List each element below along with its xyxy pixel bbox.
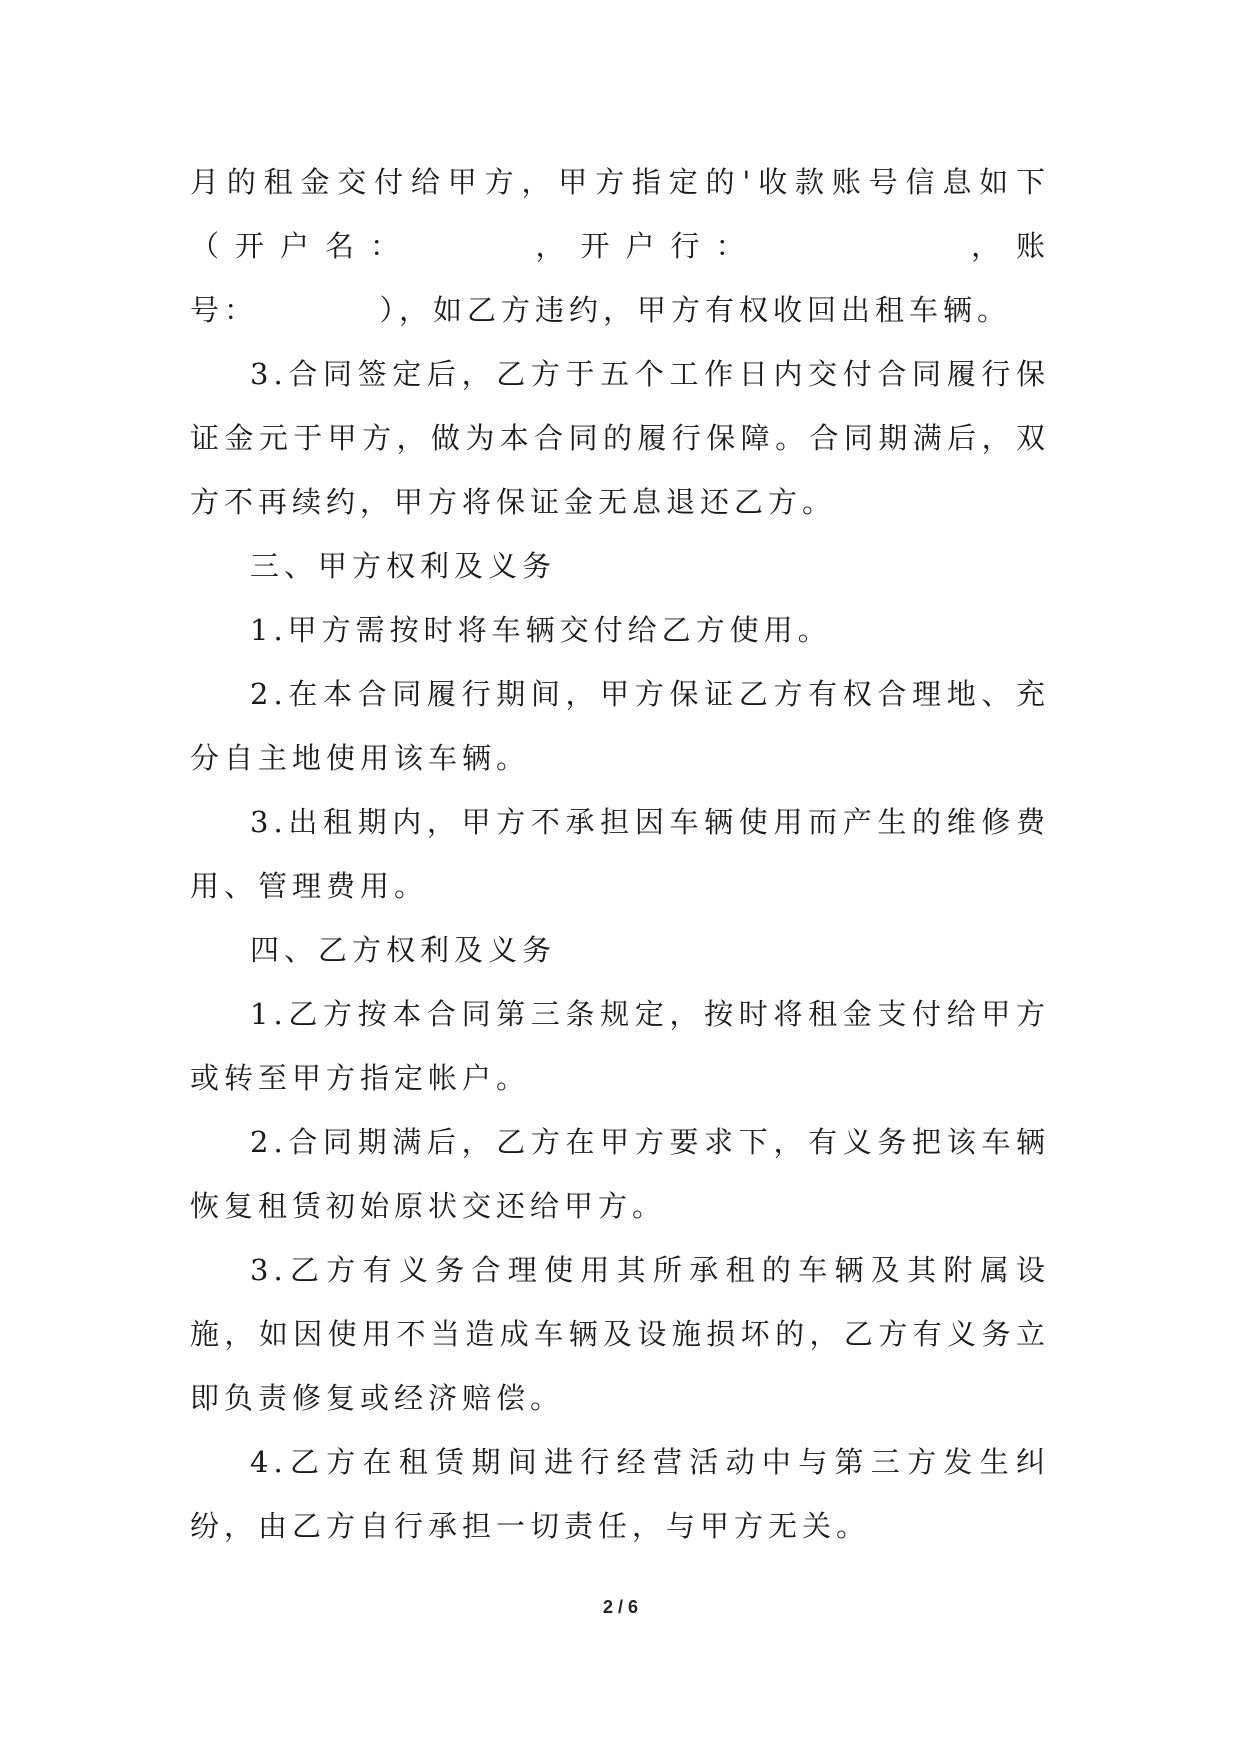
section-heading-party-b: 四、乙方权利及义务 bbox=[250, 933, 557, 967]
section-heading-party-a: 三、甲方权利及义务 bbox=[250, 549, 557, 583]
paragraph-party-b-item-4: 4.乙方在租赁期间进行经营活动中与第三方发生纠纷，由乙方自行承担一切责任，与甲方无关。 bbox=[190, 1445, 1050, 1543]
paragraph-party-b-item-3: 3.乙方有义务合理使用其所承租的车辆及其附属设施，如因使用不当造成车辆及设施损坏的，乙方有义务立即负责修复或经济赔偿。 bbox=[190, 1253, 1050, 1415]
document-body bbox=[190, 150, 1050, 1558]
page-number: 2 / 6 bbox=[602, 1597, 639, 1617]
paragraph-party-b-item-2: 2.合同期满后，乙方在甲方要求下，有义务把该车辆恢复租赁初始原状交还给甲方。 bbox=[190, 1125, 1050, 1223]
paragraph-payment-account: 月的租金交付给甲方，甲方指定的'收款账号信息如下（开户名： ，开户行： ，账号： ），如乙方违约，甲方有权收回出租车辆。 bbox=[190, 165, 1050, 327]
paragraph-party-b-item-1: 1.乙方按本合同第三条规定，按时将租金支付给甲方或转至甲方指定帐户。 bbox=[190, 997, 1050, 1095]
paragraph-party-a-item-2: 2.在本合同履行期间，甲方保证乙方有权合理地、充分自主地使用该车辆。 bbox=[190, 677, 1050, 775]
paragraph-deposit: 3.合同签定后，乙方于五个工作日内交付合同履行保证金元于甲方，做为本合同的履行保障。合同期满后，双方不再续约，甲方将保证金无息退还乙方。 bbox=[190, 357, 1050, 519]
paragraph-party-a-item-3: 3.出租期内，甲方不承担因车辆使用而产生的维修费用、管理费用。 bbox=[190, 805, 1050, 903]
paragraph-party-a-item-1: 1.甲方需按时将车辆交付给乙方使用。 bbox=[250, 613, 832, 647]
